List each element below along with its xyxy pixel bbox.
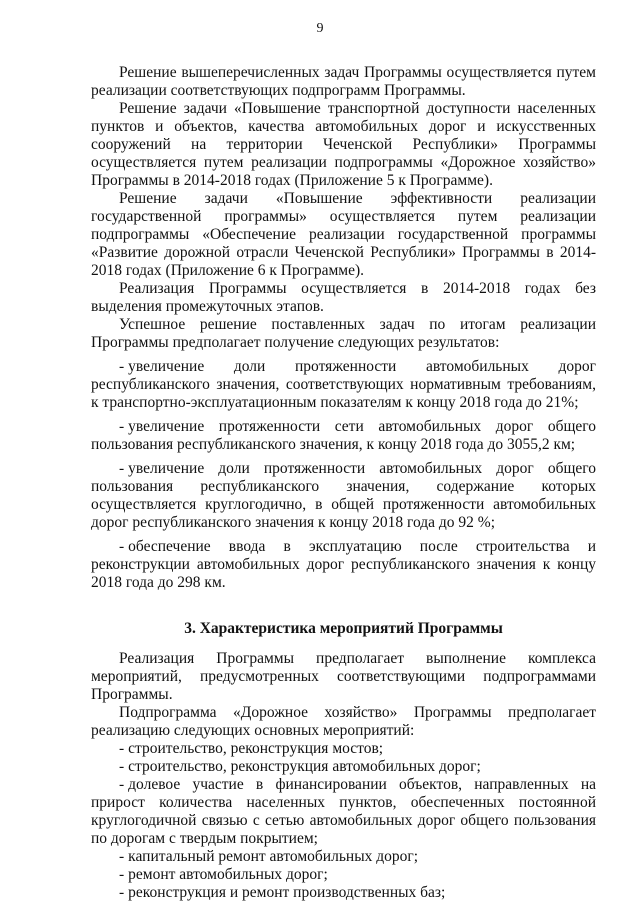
result-item bbox=[91, 358, 596, 412]
paragraph-7: Подпрограмма «Дорожное хозяйство» Программы предполагает реализацию следующих основных мероприятий: bbox=[91, 704, 596, 739]
activity-item bbox=[91, 866, 596, 884]
dash-marker: - bbox=[119, 866, 125, 883]
dash-marker: - bbox=[119, 884, 125, 901]
dash-marker: - bbox=[119, 460, 125, 477]
result-text: увеличение протяженности сети автомобильных дорог общего пользования республиканского значения, к концу 2018 года до 3055,2 км; bbox=[91, 418, 596, 453]
section-heading: 3. Характеристика мероприятий Программы bbox=[184, 620, 503, 637]
activity-item bbox=[91, 884, 596, 902]
activity-text: ремонт автомобильных дорог; bbox=[128, 866, 328, 883]
activity-text: долевое участие в финансировании объектов, направленных на прирост количества населенных пунктов, обеспеченных постоянной круглогодичной связью с сетью автомобильных дорог общего пользования по дорогам с твердым покрытием; bbox=[91, 776, 596, 847]
paragraph-3: Решение задачи «Повышение эффективности реализации государственной программы» осуществляется путем реализации подпрограммы «Обеспечение реализации государственной программы «Развитие дорожной отрасли Чеченской Республики» Программы в 2014-2018 годах (Приложение 6 к Программе). bbox=[91, 190, 596, 279]
dash-marker: - bbox=[119, 538, 125, 555]
paragraph-6: Реализация Программы предполагает выполнение комплекса мероприятий, предусмотренных соответствующими подпрограммами Программы. bbox=[91, 650, 596, 703]
result-text: обеспечение ввода в эксплуатацию после строительства и реконструкции автомобильных дорог республиканского значения к концу 2018 года до 298 км. bbox=[91, 538, 596, 591]
activity-item bbox=[91, 740, 596, 758]
activity-text: реконструкция и ремонт производственных баз; bbox=[128, 884, 446, 901]
activity-item bbox=[91, 848, 596, 866]
result-item bbox=[91, 538, 596, 592]
dash-marker: - bbox=[119, 776, 125, 793]
activity-text: строительство, реконструкция мостов; bbox=[128, 740, 384, 757]
paragraph-1: Решение вышеперечисленных задач Программы осуществляется путем реализации соответствующих подпрограмм Программы. bbox=[91, 64, 596, 99]
activity-item bbox=[91, 758, 596, 776]
result-item bbox=[91, 418, 596, 454]
result-text: увеличение доли протяженности автомобильных дорог общего пользования республиканского значения, содержание которых осуществляется круглогодично, в общей протяженности автомобильных дорог республиканского значения к концу 2018 года до 92 %; bbox=[91, 460, 596, 531]
page-content bbox=[91, 64, 596, 902]
activity-item bbox=[91, 776, 596, 848]
dash-marker: - bbox=[119, 418, 125, 435]
result-item bbox=[91, 460, 596, 532]
dash-marker: - bbox=[119, 848, 125, 865]
activity-text: капитальный ремонт автомобильных дорог; bbox=[128, 848, 419, 865]
paragraph-5: Успешное решение поставленных задач по итогам реализации Программы предполагает получение следующих результатов: bbox=[91, 316, 596, 351]
paragraph-4: Реализация Программы осуществляется в 2014-2018 годах без выделения промежуточных этапов. bbox=[91, 280, 596, 315]
dash-marker: - bbox=[119, 758, 125, 775]
dash-marker: - bbox=[119, 740, 125, 757]
result-text: увеличение доли протяженности автомобильных дорог республиканского значения, соответствующих нормативным требованиям, к транспортно-эксплуатационным показателям к концу 2018 года до 21%; bbox=[91, 358, 596, 411]
dash-marker: - bbox=[119, 358, 125, 375]
paragraph-2: Решение задачи «Повышение транспортной доступности населенных пунктов и объектов, качества автомобильных дорог и искусственных сооружений на территории Чеченской Республики» Программы осуществляется путем реализации подпрограммы «Дорожное хозяйство» Программы в 2014-2018 годах (Приложение 5 к Программе). bbox=[91, 100, 596, 189]
activity-text: строительство, реконструкция автомобильных дорог; bbox=[128, 758, 481, 775]
page-number: 9 bbox=[316, 21, 324, 36]
